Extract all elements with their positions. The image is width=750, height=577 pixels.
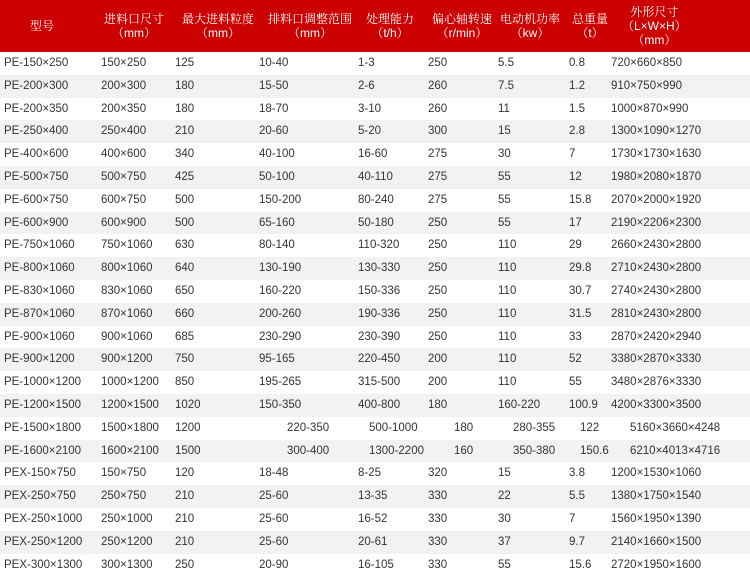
table-cell-discharge: 50-100 (259, 171, 295, 183)
table-cell-feed-opening: 1200×1500 (101, 399, 159, 411)
table-cell-feed-opening: 150×250 (101, 57, 147, 69)
table-cell-model: PEX-250×750 (4, 490, 76, 503)
table-cell-max-feed: 125 (175, 57, 195, 69)
table-cell-feed-opening: 1500×1800 (101, 421, 159, 434)
table-cell-discharge: 195-265 (259, 376, 302, 389)
table-row (0, 371, 750, 394)
table-cell-discharge: 130-190 (259, 262, 302, 275)
table-cell-capacity: 5-20 (358, 125, 382, 138)
table-cell-weight: 9.7 (569, 535, 585, 548)
table-cell-model: PE-200×350 (4, 102, 69, 115)
table-cell-dimensions: 720×660×850 (611, 57, 682, 69)
table-row (0, 280, 750, 303)
table-cell-shaft-speed: 275 (428, 148, 448, 161)
table-cell-weight: 17 (569, 216, 582, 229)
table-cell-max-feed: 500 (175, 216, 195, 229)
table-cell-max-feed: 685 (175, 330, 195, 343)
table-cell-model: PEX-300×1300 (4, 558, 83, 571)
table-cell-motor-power: 15 (498, 467, 511, 480)
table-cell-max-feed: 1200 (175, 421, 201, 434)
table-cell-shaft-speed: 180 (428, 399, 448, 411)
column-header-max-feed (182, 0, 254, 52)
table-cell-capacity: 150-336 (358, 285, 401, 297)
table-cell-shaft-speed: 330 (428, 535, 448, 548)
column-header-shaft-speed (432, 0, 492, 52)
table-cell-motor-power: 5.5 (498, 57, 514, 69)
table-cell-max-feed: 1020 (175, 399, 201, 411)
table-cell-dimensions: 1730×1730×1630 (611, 148, 702, 161)
table-cell-capacity: 13-35 (358, 490, 388, 503)
table-cell-weight: 15.8 (569, 193, 592, 206)
table-cell-motor-power: 7.5 (498, 79, 514, 92)
table-cell-weight: 12 (569, 171, 582, 183)
table-cell-motor-power: 55 (498, 193, 511, 206)
table-cell-model: PEX-250×1200 (4, 535, 83, 548)
table-cell-max-feed: 210 (175, 535, 195, 548)
table-cell-feed-opening: 1000×1200 (101, 376, 159, 389)
table-cell-capacity: 315-500 (358, 376, 401, 389)
table-cell-feed-opening: 600×750 (101, 193, 147, 206)
table-cell-shaft-speed: 275 (428, 193, 448, 206)
table-cell-discharge: 40-100 (259, 148, 295, 161)
table-cell-model: PE-600×750 (4, 193, 69, 206)
table-cell-capacity: 2-6 (358, 79, 375, 92)
table-cell-shaft-speed: 250 (428, 262, 448, 275)
table-cell-model: PE-750×1060 (4, 239, 75, 252)
table-cell-capacity: 1-3 (358, 57, 375, 69)
table-cell-model: PE-900×1060 (4, 330, 75, 343)
table-cell-discharge: 25-60 (259, 490, 289, 503)
column-header-line: 处理能力 (366, 12, 415, 26)
column-header-line: （mm） (112, 26, 156, 40)
table-cell-feed-opening: 830×1060 (101, 285, 153, 297)
table-cell-model: PE-830×1060 (4, 285, 75, 297)
table-cell-capacity: 400-800 (358, 399, 401, 411)
table-cell-dimensions: 2190×2206×2300 (611, 216, 702, 229)
table-cell-weight: 0.8 (569, 57, 585, 69)
table-cell-shaft-speed: 200 (428, 376, 448, 389)
table-cell-model: PE-1600×2100 (4, 444, 82, 457)
table-cell-max-feed: 210 (175, 125, 195, 138)
table-cell-capacity: 230-390 (358, 330, 401, 343)
table-cell-feed-opening: 900×1060 (101, 330, 153, 343)
table-cell-capacity: 500-1000 (369, 421, 418, 434)
table-cell-motor-power: 110 (498, 285, 517, 297)
table-cell-discharge: 15-50 (259, 79, 289, 92)
table-cell-shaft-speed: 300 (428, 125, 448, 138)
column-header-line: 外形尺寸 (630, 5, 679, 19)
table-cell-max-feed: 630 (175, 239, 195, 252)
table-cell-weight: 55 (569, 376, 582, 389)
table-cell-feed-opening: 750×1060 (101, 239, 153, 252)
table-cell-shaft-speed: 250 (428, 216, 448, 229)
table-cell-model: PE-1200×1500 (4, 399, 82, 411)
table-cell-capacity: 40-110 (358, 171, 393, 183)
table-row (0, 212, 750, 235)
table-cell-discharge: 150-350 (259, 399, 302, 411)
table-cell-model: PEX-150×750 (4, 467, 76, 480)
table-cell-dimensions: 3380×2870×3330 (611, 353, 702, 366)
table-cell-discharge: 80-140 (259, 239, 295, 252)
table-cell-capacity: 16-60 (358, 148, 388, 161)
table-cell-motor-power: 55 (498, 558, 511, 571)
table-cell-capacity: 110-320 (358, 239, 400, 252)
table-cell-weight: 15.6 (569, 558, 592, 571)
table-cell-dimensions: 5160×3660×4248 (630, 421, 721, 434)
column-header-line: 型号 (30, 19, 55, 33)
table-cell-discharge: 160-220 (259, 285, 302, 297)
table-cell-max-feed: 640 (175, 262, 195, 275)
table-cell-shaft-speed: 250 (428, 307, 448, 320)
table-cell-discharge: 20-60 (259, 125, 289, 138)
table-row (0, 348, 750, 371)
table-cell-feed-opening: 870×1060 (101, 307, 153, 320)
table-cell-max-feed: 210 (175, 513, 195, 525)
column-header-feed-opening (104, 0, 164, 52)
table-cell-weight: 7 (569, 148, 576, 161)
table-cell-model: PE-250×400 (4, 125, 69, 138)
table-cell-motor-power: 30 (498, 513, 511, 525)
table-cell-weight: 2.8 (569, 125, 585, 138)
table-cell-weight: 7 (569, 513, 576, 525)
table-cell-model: PEX-250×1000 (4, 513, 83, 525)
table-cell-weight: 30.7 (569, 285, 592, 297)
table-row (0, 257, 750, 280)
table-cell-shaft-speed: 330 (428, 513, 448, 525)
table-row (0, 485, 750, 508)
column-header-line: （t） (576, 26, 604, 40)
table-cell-motor-power: 110 (498, 262, 517, 275)
table-row (0, 75, 750, 98)
table-cell-max-feed: 660 (175, 307, 195, 320)
column-header-model (30, 0, 54, 52)
column-header-line: 最大进料粒度 (182, 12, 255, 26)
table-cell-shaft-speed: 250 (428, 57, 448, 69)
table-cell-discharge: 20-90 (259, 558, 289, 571)
table-row (0, 326, 750, 349)
table-row (0, 166, 750, 189)
table-cell-motor-power: 110 (498, 307, 517, 320)
table-cell-weight: 29 (569, 239, 582, 252)
table-cell-max-feed: 120 (175, 467, 195, 480)
table-cell-feed-opening: 250×1000 (101, 513, 153, 525)
table-cell-dimensions: 2810×2430×2800 (611, 307, 702, 320)
table-cell-model: PE-150×250 (4, 57, 69, 69)
table-cell-capacity: 80-240 (358, 193, 394, 206)
column-header-capacity (366, 0, 414, 52)
table-cell-model: PE-600×900 (4, 216, 69, 229)
table-cell-motor-power: 110 (498, 239, 517, 252)
table-cell-feed-opening: 200×300 (101, 79, 147, 92)
table-header (0, 0, 750, 52)
table-cell-dimensions: 2740×2430×2800 (611, 285, 702, 297)
table-row (0, 462, 750, 485)
table-cell-motor-power: 110 (498, 353, 517, 366)
table-row (0, 531, 750, 554)
table-cell-capacity: 3-10 (358, 102, 382, 115)
table-cell-weight: 33 (569, 330, 582, 343)
table-cell-weight: 1.2 (569, 79, 585, 92)
table-cell-dimensions: 2660×2430×2800 (611, 239, 702, 252)
table-cell-capacity: 20-61 (358, 535, 388, 548)
table-cell-model: PE-400×600 (4, 148, 69, 161)
column-header-line: （kw） (510, 26, 550, 40)
table-cell-feed-opening: 900×1200 (101, 353, 153, 366)
table-cell-motor-power: 280-355 (513, 421, 556, 434)
table-cell-dimensions: 6210×4013×4716 (630, 444, 721, 457)
table-cell-motor-power: 55 (498, 216, 511, 229)
table-cell-discharge: 220-350 (287, 421, 330, 434)
column-header-line: 偏心轴转速 (432, 12, 493, 26)
table-cell-discharge: 18-70 (259, 102, 289, 115)
table-cell-max-feed: 340 (175, 148, 195, 161)
table-cell-discharge: 18-48 (259, 467, 289, 480)
table-cell-discharge: 10-40 (259, 57, 289, 69)
table-cell-motor-power: 22 (498, 490, 511, 503)
table-cell-weight: 3.8 (569, 467, 585, 480)
table-row (0, 417, 750, 440)
table-cell-max-feed: 500 (175, 193, 195, 206)
column-header-line: （mm） (288, 26, 332, 40)
table-row (0, 440, 750, 463)
table-cell-capacity: 16-52 (358, 513, 388, 525)
table-cell-motor-power: 160-220 (498, 399, 541, 411)
table-cell-motor-power: 30 (498, 148, 511, 161)
table-cell-max-feed: 180 (175, 102, 195, 115)
table-cell-weight: 5.5 (569, 490, 585, 503)
table-cell-shaft-speed: 275 (428, 171, 448, 183)
table-cell-max-feed: 750 (175, 353, 195, 366)
table-cell-max-feed: 180 (175, 79, 195, 92)
table-cell-dimensions: 2710×2430×2800 (611, 262, 702, 275)
table-cell-dimensions: 1300×1090×1270 (611, 125, 702, 138)
table-cell-max-feed: 1500 (175, 444, 201, 457)
table-cell-motor-power: 110 (498, 376, 517, 389)
table-cell-capacity: 16-105 (358, 558, 394, 571)
table-cell-discharge: 150-200 (259, 193, 302, 206)
table-cell-model: PE-870×1060 (4, 307, 75, 320)
table-cell-motor-power: 110 (498, 330, 517, 343)
column-header-discharge (268, 0, 352, 52)
column-header-line: （mm） (196, 26, 240, 40)
table-cell-capacity: 50-180 (358, 216, 394, 229)
column-header-dimensions (622, 0, 687, 52)
table-cell-weight: 31.5 (569, 307, 592, 320)
table-cell-feed-opening: 250×400 (101, 125, 147, 138)
table-cell-capacity: 130-330 (358, 262, 401, 275)
table-cell-discharge: 25-60 (259, 513, 289, 525)
table-cell-model: PE-900×1200 (4, 353, 75, 366)
table-cell-dimensions: 1000×870×990 (611, 102, 689, 115)
table-cell-model: PE-1500×1800 (4, 421, 82, 434)
table-cell-feed-opening: 600×900 (101, 216, 147, 229)
table-cell-weight: 1.5 (569, 102, 585, 115)
table-row (0, 52, 750, 75)
column-header-line: 进料口尺寸 (104, 12, 165, 26)
table-cell-feed-opening: 250×1200 (101, 535, 153, 548)
table-cell-feed-opening: 1600×2100 (101, 444, 159, 457)
table-cell-motor-power: 350-380 (513, 444, 556, 457)
table-cell-max-feed: 210 (175, 490, 195, 503)
column-header-weight (572, 0, 608, 52)
table-cell-model: PE-200×300 (4, 79, 69, 92)
table-cell-dimensions: 2140×1660×1500 (611, 535, 702, 548)
table-cell-feed-opening: 800×1060 (101, 262, 153, 275)
table-cell-weight: 122 (580, 421, 600, 434)
table-cell-dimensions: 1560×1950×1390 (611, 513, 702, 525)
column-header-line: 电动机功率 (500, 12, 561, 26)
table-row (0, 143, 750, 166)
table-cell-model: PE-1000×1200 (4, 376, 82, 389)
table-cell-capacity: 1300-2200 (369, 444, 424, 457)
table-cell-dimensions: 1380×1750×1540 (611, 490, 702, 503)
table-cell-motor-power: 55 (498, 171, 511, 183)
table-cell-feed-opening: 400×600 (101, 148, 147, 161)
column-header-line: 总重量 (572, 12, 609, 26)
table-cell-feed-opening: 500×750 (101, 171, 147, 183)
table-cell-shaft-speed: 260 (428, 102, 448, 115)
table-cell-discharge: 230-290 (259, 330, 302, 343)
table-row (0, 303, 750, 326)
table-cell-discharge: 25-60 (259, 535, 289, 548)
table-row (0, 189, 750, 212)
table-cell-weight: 100.9 (569, 399, 598, 411)
table-cell-weight: 150.6 (580, 444, 609, 457)
table-cell-dimensions: 1200×1530×1060 (611, 467, 702, 480)
table-row (0, 554, 750, 577)
table-cell-shaft-speed: 330 (428, 558, 448, 571)
table-cell-max-feed: 425 (175, 171, 195, 183)
table-cell-capacity: 220-450 (358, 353, 401, 366)
table-row (0, 394, 750, 417)
table-cell-shaft-speed: 260 (428, 79, 448, 92)
table-cell-model: PE-500×750 (4, 171, 69, 183)
table-cell-dimensions: 3480×2876×3330 (611, 376, 702, 389)
column-header-line: （t/h） (371, 26, 409, 40)
table-cell-max-feed: 250 (175, 558, 195, 571)
table-cell-discharge: 95-165 (259, 353, 295, 366)
table-cell-capacity: 8-25 (358, 467, 382, 480)
table-cell-dimensions: 2720×1950×1600 (611, 558, 702, 571)
table-cell-shaft-speed: 320 (428, 467, 448, 480)
table-cell-dimensions: 4200×3300×3500 (611, 399, 702, 411)
table-row (0, 120, 750, 143)
table-cell-shaft-speed: 180 (454, 421, 474, 434)
table-cell-dimensions: 1980×2080×1870 (611, 171, 702, 183)
table-cell-discharge: 65-160 (259, 216, 295, 229)
table-cell-discharge: 300-400 (287, 444, 330, 457)
table-cell-dimensions: 2070×2000×1920 (611, 193, 702, 206)
table-cell-capacity: 190-336 (358, 307, 401, 320)
table-cell-discharge: 200-260 (259, 307, 302, 320)
table-cell-feed-opening: 150×750 (101, 467, 147, 480)
table-cell-motor-power: 37 (498, 535, 511, 548)
table-cell-max-feed: 850 (175, 376, 195, 389)
table-cell-shaft-speed: 250 (428, 330, 448, 343)
table-row (0, 508, 750, 531)
table-cell-model: PE-800×1060 (4, 262, 75, 275)
column-header-motor-power (500, 0, 560, 52)
column-header-line: （r/min） (436, 26, 488, 40)
table-cell-feed-opening: 300×1300 (101, 558, 153, 571)
column-header-line: 排料口调整范围 (268, 12, 353, 26)
table-cell-shaft-speed: 330 (428, 490, 448, 503)
column-header-line: （mm） (632, 33, 677, 47)
table-cell-motor-power: 15 (498, 125, 511, 138)
table-cell-shaft-speed: 200 (428, 353, 448, 366)
table-cell-dimensions: 910×750×990 (611, 79, 682, 92)
table-cell-shaft-speed: 250 (428, 239, 448, 252)
table-cell-motor-power: 11 (498, 102, 510, 115)
table-cell-weight: 29.8 (569, 262, 592, 275)
table-row (0, 98, 750, 121)
table-cell-feed-opening: 200×350 (101, 102, 147, 115)
table-cell-weight: 52 (569, 353, 582, 366)
table-cell-dimensions: 2870×2420×2940 (611, 330, 702, 343)
column-header-line: （L×W×H） (622, 19, 687, 33)
table-cell-shaft-speed: 250 (428, 285, 448, 297)
table-cell-max-feed: 650 (175, 285, 195, 297)
table-cell-feed-opening: 250×750 (101, 490, 147, 503)
table-row (0, 234, 750, 257)
table-cell-shaft-speed: 160 (454, 444, 474, 457)
